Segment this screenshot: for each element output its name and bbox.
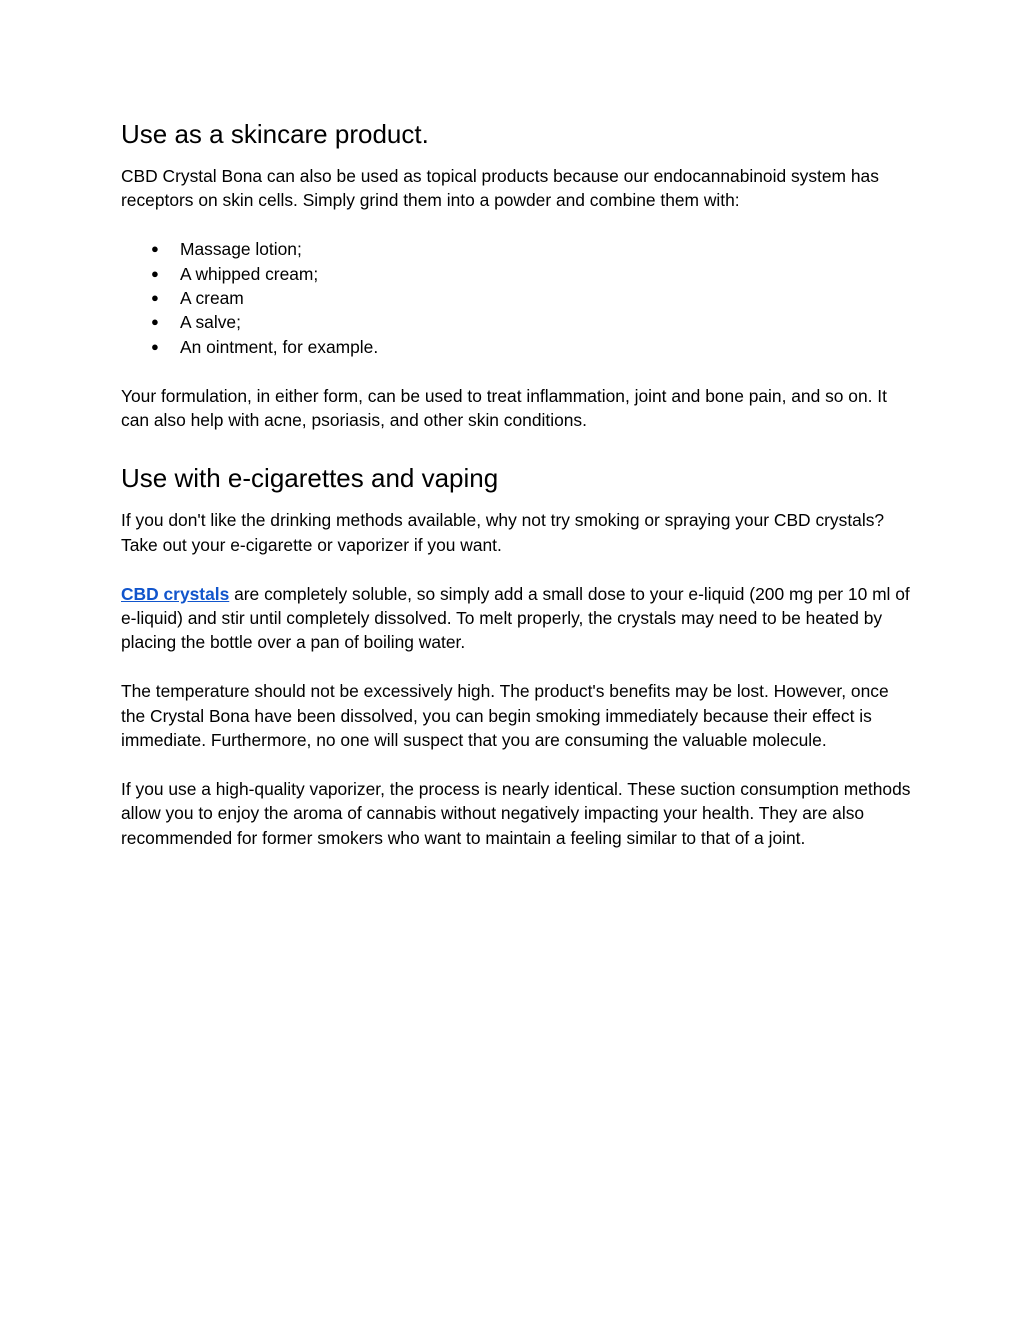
list-item <box>121 286 911 310</box>
list-item <box>121 262 911 286</box>
list-item-text: Massage lotion; <box>180 239 302 260</box>
vaping-dose-paragraph <box>121 582 911 655</box>
bullet-icon: ● <box>151 241 159 257</box>
list-item-text: A whipped cream; <box>180 263 319 284</box>
skincare-intro-paragraph: CBD Crystal Bona can also be used as topical products because our endocannabinoid system has receptors on skin cells. Simply grind them into a powder and combine them with: <box>121 166 879 211</box>
list-item-text: A salve; <box>180 312 241 333</box>
list-item <box>121 310 911 334</box>
skincare-combine-list <box>121 237 911 359</box>
bullet-icon: ● <box>151 338 159 354</box>
document-page <box>121 116 911 850</box>
bullet-icon: ● <box>151 314 159 330</box>
skincare-outro-paragraph: Your formulation, in either form, can be used to treat inflammation, joint and bone pain, and so on. It can also help with acne, psoriasis, and other skin conditions. <box>121 385 887 431</box>
vaping-intro-paragraph: If you don't like the drinking methods available, why not try smoking or spraying your CBD crystals? Take out your e-cigarette or vaporizer if you want. <box>121 510 885 555</box>
list-item-text: An ointment, for example. <box>180 336 379 357</box>
vaping-temperature-paragraph: The temperature should not be excessively high. The product's benefits may be lost. However, once the Crystal Bona have been dissolved, you can begin smoking immediately because their effect is immediate. Furthermore, no one will suspect that you are consuming the valuable molecule. <box>121 681 889 751</box>
section-heading-vaping: Use with e-cigarettes and vaping <box>121 463 499 494</box>
list-item-text: A cream <box>180 288 244 309</box>
cbd-crystals-link[interactable]: CBD crystals <box>121 583 230 604</box>
list-item <box>121 237 911 261</box>
list-item <box>121 335 911 359</box>
vaping-dose-text: are completely soluble, so simply add a small dose to your e-liquid (200 mg per 10 ml of e-liquid) and stir until completely dissolved. To melt properly, the crystals may need to be heated by placing the bottle over a pan of boiling water. <box>121 583 910 653</box>
vaporizer-paragraph: If you use a high-quality vaporizer, the process is nearly identical. These suction consumption methods allow you to enjoy the aroma of cannabis without negatively impacting your health. They are also recommended for former smokers who want to maintain a feeling similar to that of a joint. <box>121 778 911 848</box>
bullet-icon: ● <box>151 290 159 306</box>
section-heading-skincare: Use as a skincare product. <box>121 119 429 149</box>
bullet-icon: ● <box>151 265 159 281</box>
